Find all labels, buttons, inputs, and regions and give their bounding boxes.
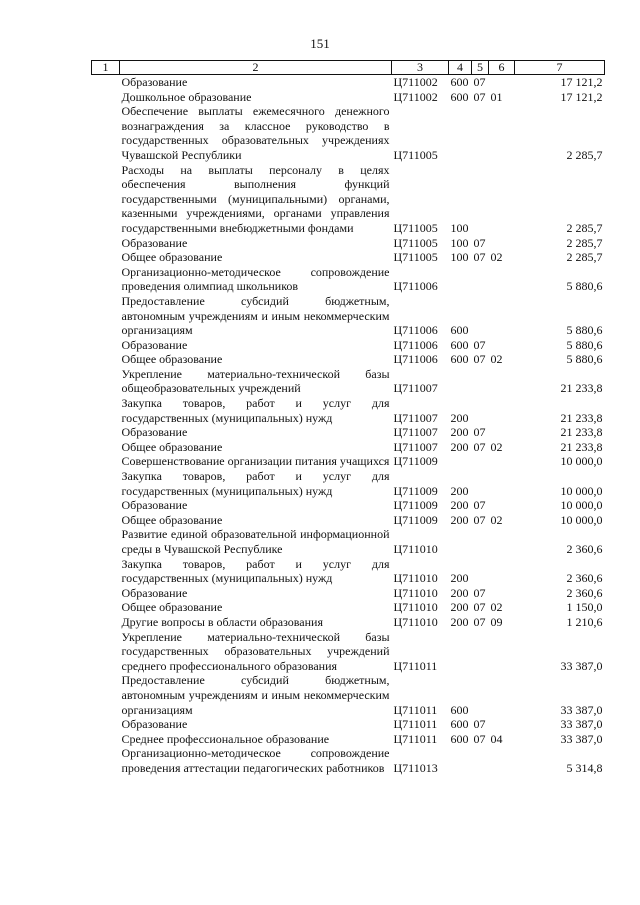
amount-cell: 21 233,8 (560, 425, 603, 440)
expense-type-cell: 600 (450, 352, 469, 367)
amount-cell: 10 000,0 (560, 498, 603, 513)
section-cell: 07 (473, 425, 486, 440)
row-number-cell (92, 513, 120, 528)
budget-table (91, 60, 605, 776)
row-number-cell (92, 90, 120, 105)
row-number-cell (92, 600, 120, 615)
table-row (92, 425, 605, 440)
expense-type-cell: 100 (450, 235, 469, 250)
table-header-row (92, 61, 605, 75)
target-code-cell: Ц711006 (393, 323, 438, 338)
section-cell (472, 163, 489, 236)
amount-cell: 2 360,6 (566, 585, 603, 600)
table-row (92, 90, 605, 105)
description-cell: Организационно-методическое сопровождение проведения аттестации педагогических работников (121, 746, 390, 775)
target-code-cell: Ц711007 (393, 410, 438, 425)
section-cell: 07 (473, 89, 486, 104)
description-cell: Общее образование (121, 439, 223, 454)
column-header: 6 (489, 61, 515, 75)
row-number-cell (92, 498, 120, 513)
section-cell (472, 454, 489, 469)
expense-type-cell: 600 (450, 731, 469, 746)
expense-type-cell: 200 (450, 439, 469, 454)
subsection-cell (489, 469, 515, 498)
subsection-cell (489, 586, 515, 601)
target-code-cell: Ц711009 (393, 512, 438, 527)
amount-cell: 5 314,8 (566, 760, 603, 775)
table-row (92, 367, 605, 396)
subsection-cell (489, 630, 515, 674)
target-code-cell: Ц711007 (393, 425, 438, 440)
amount-cell: 5 880,6 (566, 352, 603, 367)
subsection-cell: 04 (490, 731, 503, 746)
amount-cell: 2 360,6 (566, 571, 603, 586)
subsection-cell: 02 (490, 352, 503, 367)
description-cell: Укрепление материально-технической базы общеобразовательных учреждений (121, 366, 390, 396)
table-row (92, 352, 605, 367)
table-row (92, 338, 605, 353)
target-code-cell: Ц711010 (393, 542, 438, 556)
target-code-cell: Ц711006 (393, 352, 438, 367)
section-cell: 07 (473, 439, 486, 454)
section-cell (472, 469, 489, 498)
column-header: 2 (120, 61, 392, 75)
description-cell: Образование (121, 75, 188, 89)
target-code-cell: Ц711010 (393, 600, 438, 615)
subsection-cell: 02 (490, 250, 503, 265)
subsection-cell (489, 265, 515, 294)
description-cell: Развитие единой образовательной информационной среды в Чувашской Республике (121, 527, 390, 556)
section-cell (472, 673, 489, 717)
section-cell (472, 557, 489, 586)
expense-type-cell (449, 367, 472, 396)
amount-cell: 10 000,0 (560, 454, 603, 469)
target-code-cell: Ц711009 (393, 498, 438, 513)
table-row (92, 265, 605, 294)
expense-type-cell: 200 (450, 614, 469, 629)
amount-cell: 2 360,6 (566, 542, 603, 556)
target-code-cell: Ц711010 (393, 585, 438, 600)
target-code-cell: Ц711005 (393, 235, 438, 250)
description-cell: Организационно-методическое сопровождение проведения олимпиад школьников (121, 264, 390, 294)
expense-type-cell: 200 (450, 585, 469, 600)
description-cell: Другие вопросы в области образования (121, 614, 323, 629)
section-cell: 07 (473, 250, 486, 265)
amount-cell: 33 387,0 (560, 702, 603, 717)
table-row (92, 163, 605, 236)
amount-cell: 2 285,7 (566, 147, 603, 162)
description-cell: Общее образование (121, 352, 223, 367)
table-row (92, 294, 605, 338)
table-row (92, 717, 605, 732)
amount-cell: 5 880,6 (566, 337, 603, 352)
amount-cell: 17 121,2 (560, 75, 603, 89)
subsection-cell (489, 454, 515, 469)
table-row (92, 746, 605, 775)
description-cell: Укрепление материально-технической базы государственных образовательных учреждений среднего профессионального образования (121, 629, 390, 673)
table-row (92, 673, 605, 717)
page-number: 151 (310, 36, 330, 51)
amount-cell: 2 285,7 (566, 235, 603, 250)
description-cell: Образование (121, 425, 188, 440)
subsection-cell: 02 (490, 439, 503, 454)
column-header: 7 (515, 61, 605, 75)
amount-cell: 21 233,8 (560, 410, 603, 425)
subsection-cell (489, 557, 515, 586)
expense-type-cell: 200 (450, 410, 469, 425)
amount-cell: 5 880,6 (566, 279, 603, 294)
column-header: 4 (449, 61, 472, 75)
row-number-cell (92, 338, 120, 353)
row-number-cell (92, 630, 120, 674)
target-code-cell: Ц711005 (393, 250, 438, 265)
subsection-cell (489, 75, 515, 90)
expense-type-cell (449, 454, 472, 469)
expense-type-cell: 600 (450, 75, 469, 89)
table-row (92, 75, 605, 90)
description-cell: Предоставление субсидий бюджетным, автономным учреждениям и иным некоммерческим организациям (121, 673, 390, 717)
description-cell: Общее образование (121, 512, 223, 527)
section-cell (472, 527, 489, 556)
table-row (92, 498, 605, 513)
description-cell: Предоставление субсидий бюджетным, автономным учреждениям и иным некоммерческим организациям (121, 293, 390, 338)
description-cell: Обеспечение выплаты ежемесячного денежного вознаграждения за классное руководство в государственных образовательных учреждениях Чувашской Республики (121, 104, 390, 162)
row-number-cell (92, 717, 120, 732)
target-code-cell: Ц711009 (393, 454, 438, 469)
section-cell (472, 367, 489, 396)
target-code-cell: Ц711011 (393, 702, 438, 717)
amount-cell: 2 285,7 (566, 250, 603, 265)
row-number-cell (92, 250, 120, 265)
target-code-cell: Ц711005 (393, 220, 438, 235)
expense-type-cell: 600 (450, 702, 469, 717)
expense-type-cell: 600 (450, 337, 469, 352)
row-number-cell (92, 75, 120, 90)
table-row (92, 600, 605, 615)
description-cell: Образование (121, 235, 188, 250)
row-number-cell (92, 440, 120, 455)
target-code-cell: Ц711005 (393, 147, 438, 162)
row-number-cell (92, 265, 120, 294)
description-cell: Общее образование (121, 600, 223, 615)
subsection-cell (489, 425, 515, 440)
row-number-cell (92, 236, 120, 251)
target-code-cell: Ц711002 (393, 75, 438, 89)
table-row (92, 630, 605, 674)
target-code-cell: Ц711002 (393, 89, 438, 104)
row-number-cell (92, 367, 120, 396)
section-cell: 07 (473, 717, 486, 732)
table-row (92, 469, 605, 498)
amount-cell: 33 387,0 (560, 658, 603, 673)
expense-type-cell (449, 265, 472, 294)
row-number-cell (92, 163, 120, 236)
description-cell: Образование (121, 337, 188, 352)
subsection-cell (489, 673, 515, 717)
expense-type-cell: 600 (450, 717, 469, 732)
amount-cell: 33 387,0 (560, 717, 603, 732)
row-number-cell (92, 396, 120, 425)
target-code-cell: Ц711006 (393, 337, 438, 352)
amount-cell: 1 150,0 (566, 600, 603, 615)
section-cell (472, 294, 489, 338)
target-code-cell: Ц711007 (393, 439, 438, 454)
subsection-cell: 02 (490, 600, 503, 615)
table-row (92, 454, 605, 469)
target-code-cell: Ц711011 (393, 717, 438, 732)
subsection-cell (489, 498, 515, 513)
target-code-cell: Ц711007 (393, 381, 438, 396)
table-row (92, 104, 605, 162)
description-cell: Образование (121, 585, 188, 600)
table-row (92, 440, 605, 455)
table-row (92, 586, 605, 601)
expense-type-cell (449, 746, 472, 775)
table-row (92, 615, 605, 630)
expense-type-cell: 200 (450, 600, 469, 615)
target-code-cell: Ц711013 (393, 760, 438, 775)
section-cell: 07 (473, 600, 486, 615)
section-cell: 07 (473, 585, 486, 600)
expense-type-cell: 100 (450, 220, 469, 235)
subsection-cell (489, 104, 515, 162)
table-row (92, 513, 605, 528)
expense-type-cell: 200 (450, 571, 469, 586)
expense-type-cell: 200 (450, 483, 469, 498)
target-code-cell: Ц711011 (393, 658, 438, 673)
section-cell (472, 630, 489, 674)
subsection-cell (489, 163, 515, 236)
subsection-cell (489, 338, 515, 353)
section-cell (472, 396, 489, 425)
expense-type-cell (449, 630, 472, 674)
expense-type-cell (449, 527, 472, 556)
expense-type-cell: 600 (450, 89, 469, 104)
target-code-cell: Ц711006 (393, 279, 438, 294)
row-number-cell (92, 527, 120, 556)
description-cell: Общее образование (121, 250, 223, 265)
subsection-cell (489, 367, 515, 396)
description-cell: Закупка товаров, работ и услуг для государственных (муниципальных) нужд (121, 469, 390, 498)
subsection-cell (489, 527, 515, 556)
section-cell: 07 (473, 614, 486, 629)
table-row (92, 527, 605, 556)
column-header: 3 (392, 61, 449, 75)
description-cell: Совершенствование организации питания учащихся (121, 454, 390, 469)
table-row (92, 396, 605, 425)
section-cell: 07 (473, 731, 486, 746)
amount-cell: 5 880,6 (566, 323, 603, 338)
subsection-cell: 01 (490, 89, 503, 104)
description-cell: Дошкольное образование (121, 89, 252, 104)
amount-cell: 21 233,8 (560, 381, 603, 396)
section-cell: 07 (473, 512, 486, 527)
target-code-cell: Ц711011 (393, 731, 438, 746)
amount-cell: 10 000,0 (560, 512, 603, 527)
subsection-cell (489, 746, 515, 775)
row-number-cell (92, 454, 120, 469)
target-code-cell: Ц711009 (393, 483, 438, 498)
section-cell: 07 (473, 498, 486, 513)
description-cell: Закупка товаров, работ и услуг для государственных (муниципальных) нужд (121, 396, 390, 425)
row-number-cell (92, 615, 120, 630)
subsection-cell (489, 396, 515, 425)
amount-cell: 17 121,2 (560, 89, 603, 104)
row-number-cell (92, 557, 120, 586)
table-row (92, 732, 605, 747)
subsection-cell: 02 (490, 512, 503, 527)
amount-cell: 2 285,7 (566, 220, 603, 235)
amount-cell: 33 387,0 (560, 731, 603, 746)
row-number-cell (92, 294, 120, 338)
section-cell (472, 746, 489, 775)
row-number-cell (92, 732, 120, 747)
description-cell: Образование (121, 498, 188, 513)
table-body (92, 75, 605, 776)
section-cell: 07 (473, 337, 486, 352)
expense-type-cell: 200 (450, 512, 469, 527)
expense-type-cell (449, 104, 472, 162)
column-header: 5 (472, 61, 489, 75)
row-number-cell (92, 352, 120, 367)
row-number-cell (92, 746, 120, 775)
amount-cell: 1 210,6 (566, 614, 603, 629)
description-cell: Образование (121, 717, 188, 732)
table-row (92, 557, 605, 586)
subsection-cell: 09 (490, 614, 503, 629)
row-number-cell (92, 425, 120, 440)
amount-cell: 21 233,8 (560, 439, 603, 454)
column-header: 1 (92, 61, 120, 75)
expense-type-cell: 600 (450, 323, 469, 338)
table-row (92, 236, 605, 251)
section-cell: 07 (473, 235, 486, 250)
section-cell: 07 (473, 75, 486, 89)
row-number-cell (92, 586, 120, 601)
section-cell (472, 265, 489, 294)
expense-type-cell: 200 (450, 498, 469, 513)
subsection-cell (489, 236, 515, 251)
subsection-cell (489, 717, 515, 732)
row-number-cell (92, 469, 120, 498)
table-row (92, 250, 605, 265)
expense-type-cell: 100 (450, 250, 469, 265)
row-number-cell (92, 673, 120, 717)
section-cell: 07 (473, 352, 486, 367)
description-cell: Среднее профессиональное образование (121, 731, 330, 746)
description-cell: Расходы на выплаты персоналу в целях обеспечения выполнения функций государственными (муниципальными) органами, казенными учреждениями, органами управления государственными внебюджетными фондами (121, 162, 390, 235)
row-number-cell (92, 104, 120, 162)
target-code-cell: Ц711010 (393, 571, 438, 586)
expense-type-cell: 200 (450, 425, 469, 440)
target-code-cell: Ц711010 (393, 614, 438, 629)
description-cell: Закупка товаров, работ и услуг для государственных (муниципальных) нужд (121, 556, 390, 586)
section-cell (472, 104, 489, 162)
subsection-cell (489, 294, 515, 338)
amount-cell: 10 000,0 (560, 483, 603, 498)
